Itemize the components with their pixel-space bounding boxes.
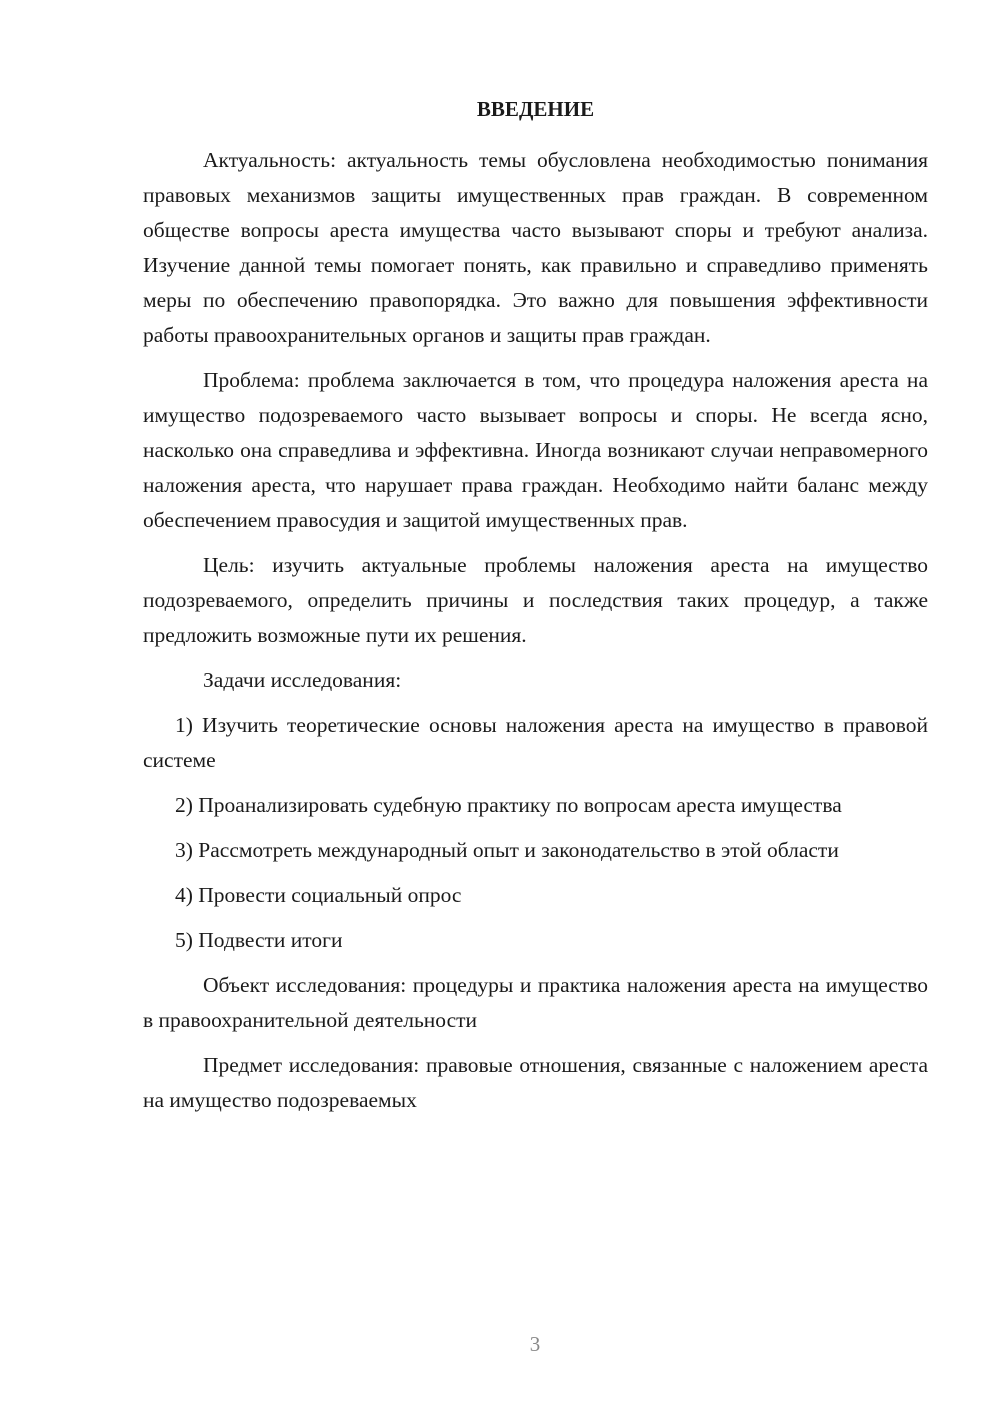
- task-item: 3) Рассмотреть международный опыт и законодательство в этой области: [175, 838, 839, 862]
- task-item: 1) Изучить теоретические основы наложения ареста на имущество в правовой системе: [143, 713, 928, 772]
- paragraph-goal: Цель: изучить актуальные проблемы наложения ареста на имущество подозреваемого, определить причины и последствия таких процедур, а также предложить возможные пути их решения.: [143, 553, 928, 647]
- paragraph-subject: Предмет исследования: правовые отношения, связанные с наложением ареста на имущество подозреваемых: [143, 1053, 928, 1112]
- document-page: [143, 92, 928, 1128]
- task-item: 2) Проанализировать судебную практику по вопросам ареста имущества: [175, 793, 842, 817]
- task-item: 4) Провести социальный опрос: [175, 883, 462, 907]
- paragraph-object: Объект исследования: процедуры и практика наложения ареста на имущество в правоохранительной деятельности: [143, 973, 928, 1032]
- paragraph-relevance: Актуальность: актуальность темы обусловлена необходимостью понимания правовых механизмов защиты имущественных прав граждан. В современном обществе вопросы ареста имущества часто вызывают споры и требуют анализа. Изучение данной темы помогает понять, как правильно и справедливо применять меры по обеспечению правопорядка. Это важно для повышения эффективности работы правоохранительных органов и защиты прав граждан.: [143, 148, 928, 347]
- task-item: 5) Подвести итоги: [175, 928, 343, 952]
- section-title: ВВЕДЕНИЕ: [476, 97, 595, 121]
- tasks-heading: Задачи исследования:: [203, 668, 402, 692]
- paragraph-problem: Проблема: проблема заключается в том, что процедура наложения ареста на имущество подозреваемого часто вызывает вопросы и споры. Не всегда ясно, насколько она справедлива и эффективна. Иногда возникают случаи неправомерного наложения ареста, что нарушает права граждан. Необходимо найти баланс между обеспечением правосудия и защитой имущественных прав.: [143, 368, 928, 532]
- page-number: 3: [529, 1332, 541, 1356]
